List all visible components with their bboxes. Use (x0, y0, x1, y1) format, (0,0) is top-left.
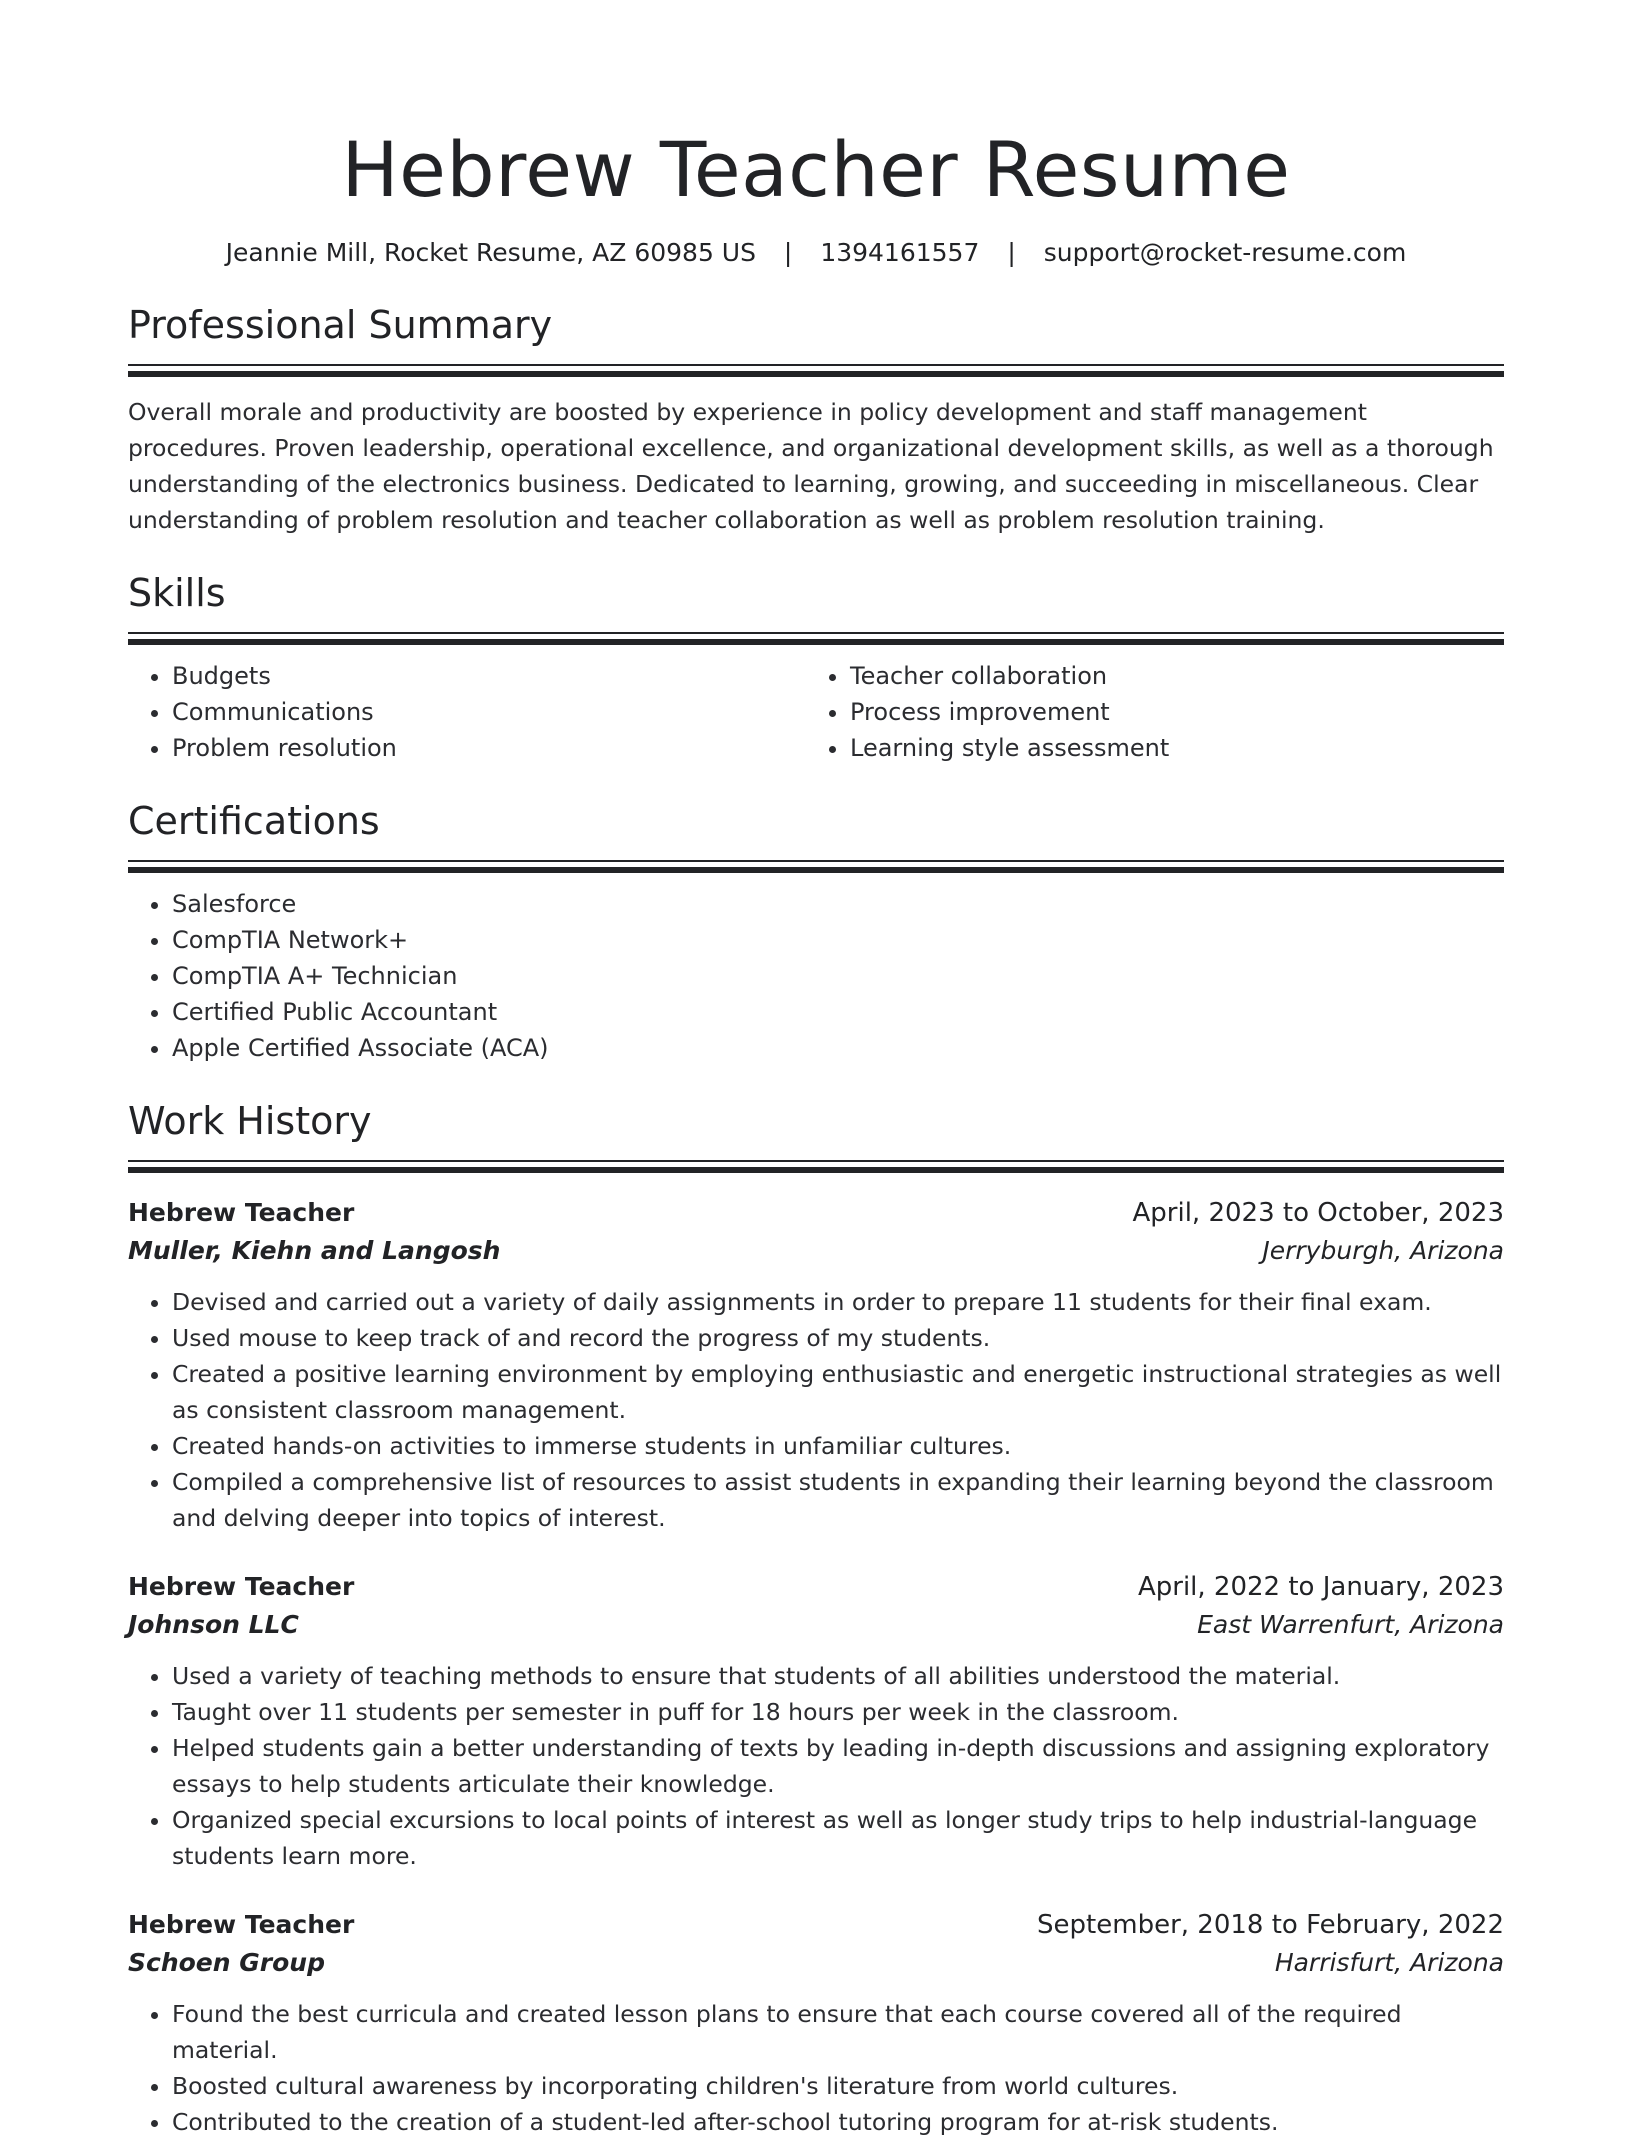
certification-item: • Salesforce (172, 886, 1504, 922)
job-entry (128, 1568, 1504, 1874)
section-divider (128, 1160, 1504, 1172)
skills-heading: Skills (128, 571, 226, 615)
job-company: Johnson LLC (128, 1610, 299, 1639)
resume-page (128, 0, 1504, 2140)
job-bullet: • Contributed to the creation of a student-led after-school tutoring program for at-risk students. (172, 2104, 1504, 2140)
job-bullet: • Taught over 11 students per semester in puff for 18 hours per week in the classroom. (172, 1694, 1504, 1730)
work-history-heading: Work History (128, 1099, 372, 1143)
job-location: East Warrenfurt, Arizona (1197, 1610, 1504, 1639)
certifications-list (128, 886, 1504, 1066)
certification-item: • CompTIA A+ Technician (172, 958, 1504, 994)
skill-item: • Process improvement (850, 694, 1484, 730)
contact-separator: | (1007, 238, 1016, 267)
certification-item: • Certified Public Accountant (172, 994, 1504, 1030)
job-entry (128, 1194, 1504, 1536)
section-divider (128, 364, 1504, 376)
job-dates: September, 2018 to February, 2022 (1037, 1910, 1504, 1940)
summary-section (128, 300, 1504, 538)
job-bullet: • Created a positive learning environment by employing enthusiastic and energetic instructional strategies as well as consistent classroom management. (172, 1356, 1504, 1428)
certification-item: • Apple Certified Associate (ACA) (172, 1030, 1504, 1066)
skill-item: • Communications (172, 694, 806, 730)
job-bullet: • Used a variety of teaching methods to ensure that students of all abilities understood the material. (172, 1658, 1504, 1694)
job-location: Jerryburgh, Arizona (1262, 1236, 1504, 1265)
skills-list-right (806, 658, 1484, 766)
job-entry (128, 1906, 1504, 2140)
job-bullet: • Organized special excursions to local points of interest as well as longer study trips to help industrial-language students learn more. (172, 1802, 1504, 1874)
section-divider (128, 860, 1504, 872)
job-bullet: • Compiled a comprehensive list of resources to assist students in expanding their learning beyond the classroom and delving deeper into topics of interest. (172, 1464, 1504, 1536)
certifications-heading: Certifications (128, 799, 380, 843)
contact-line (128, 236, 1504, 270)
contact-email: support@rocket-resume.com (1043, 238, 1407, 267)
skill-item: • Learning style assessment (850, 730, 1484, 766)
summary-text: Overall morale and productivity are boosted by experience in policy development and staff management procedures. Proven leadership, operational excellence, and organizational development skills, as well as a thorough understanding of the electronics business. Dedicated to learning, growing, and succeeding in miscellaneous. Clear understanding of problem resolution and teacher collaboration as well as problem resolution training. (128, 398, 1494, 534)
skills-grid (128, 658, 1504, 766)
skills-section (128, 568, 1504, 766)
job-company: Schoen Group (128, 1948, 325, 1977)
skill-item: • Budgets (172, 658, 806, 694)
job-bullet: • Created hands-on activities to immerse students in unfamiliar cultures. (172, 1428, 1504, 1464)
job-bullets (128, 1996, 1504, 2140)
job-company: Muller, Kiehn and Langosh (128, 1236, 501, 1265)
job-bullet: • Devised and carried out a variety of daily assignments in order to prepare 11 students for their final exam. (172, 1284, 1504, 1320)
skill-item: • Problem resolution (172, 730, 806, 766)
skill-item: • Teacher collaboration (850, 658, 1484, 694)
contact-address: Jeannie Mill, Rocket Resume, AZ 60985 US (225, 238, 756, 267)
contact-phone: 1394161557 (820, 238, 980, 267)
work-history-section (128, 1096, 1504, 2140)
skills-list-left (128, 658, 806, 766)
job-dates: April, 2022 to January, 2023 (1137, 1572, 1504, 1602)
section-divider (128, 632, 1504, 644)
resume-title: Hebrew Teacher Resume (341, 125, 1291, 214)
job-bullet: • Boosted cultural awareness by incorporating children's literature from world cultures. (172, 2068, 1504, 2104)
job-bullet: • Used mouse to keep track of and record the progress of my students. (172, 1320, 1504, 1356)
job-bullet: • Found the best curricula and created lesson plans to ensure that each course covered all of the required material. (172, 1996, 1504, 2068)
job-title: Hebrew Teacher (128, 1572, 355, 1601)
job-title: Hebrew Teacher (128, 1910, 355, 1939)
contact-separator: | (783, 238, 793, 267)
job-bullets (128, 1658, 1504, 1874)
summary-heading: Professional Summary (128, 303, 553, 347)
certifications-section (128, 796, 1504, 1066)
job-location: Harrisfurt, Arizona (1274, 1948, 1504, 1977)
certification-item: • CompTIA Network+ (172, 922, 1504, 958)
job-bullet: • Helped students gain a better understanding of texts by leading in-depth discussions and assigning exploratory essays to help students articulate their knowledge. (172, 1730, 1504, 1802)
job-title: Hebrew Teacher (128, 1198, 355, 1227)
job-dates: April, 2023 to October, 2023 (1132, 1198, 1504, 1228)
job-bullets (128, 1284, 1504, 1536)
